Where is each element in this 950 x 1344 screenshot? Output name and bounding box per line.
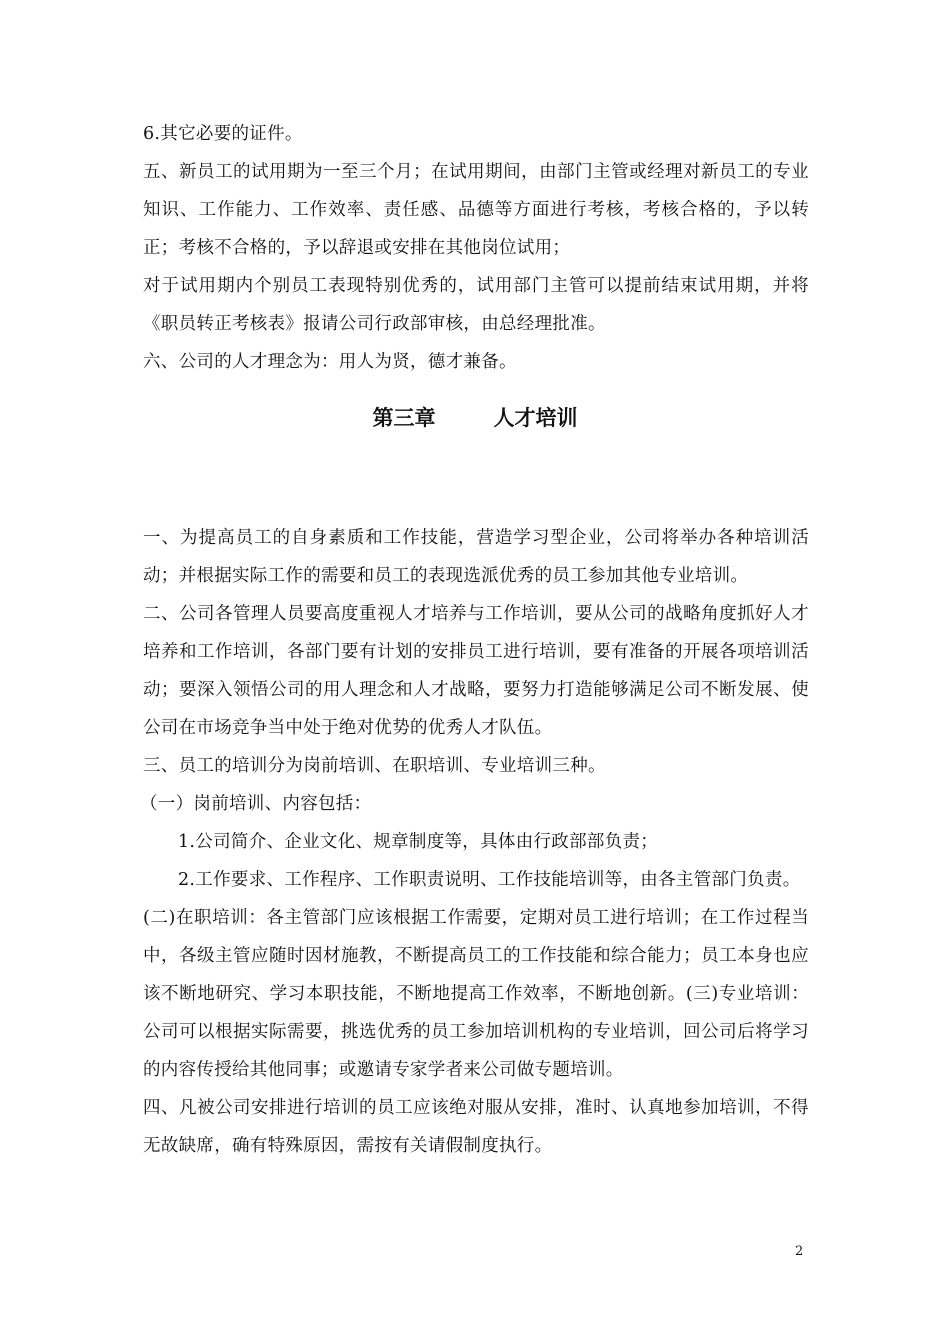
- training-item-1: 一、为提高员工的自身素质和工作技能，营造学习型企业，公司将举办各种培训活动；并根据实际工作的需要和员工的表现选派优秀的员工参加其他专业培训。: [143, 528, 809, 586]
- training-item-3: 三、员工的培训分为岗前培训、在职培训、专业培训三种。: [143, 756, 606, 776]
- section-6-talent-philosophy: 六、公司的人才理念为：用人为贤，德才兼备。: [143, 352, 517, 372]
- pre-job-training-heading: （一）岗前培训、内容包括：: [140, 794, 372, 814]
- pre-job-item-2: 2.工作要求、工作程序、工作职责说明、工作技能培训等，由各主管部门负责。: [178, 870, 801, 890]
- training-item-2: 二、公司各管理人员要高度重视人才培养与工作培训，要从公司的战略角度抓好人才培养和工作培训，各部门要有计划的安排员工进行培训，要有准备的开展各项培训活动；要深入领悟公司的用人理念和人才战略，要努力打造能够满足公司不断发展、使公司在市场竞争当中处于绝对优势的优秀人才队伍。: [143, 604, 809, 738]
- chapter-number: 第三章: [372, 405, 436, 430]
- pre-job-item-1: 1.公司简介、企业文化、规章制度等，具体由行政部部负责；: [178, 832, 659, 852]
- on-job-and-professional-training: (二)在职培训：各主管部门应该根据工作需要，定期对员工进行培训；在工作过程当中，各级主管应随时因材施教，不断提高员工的工作技能和综合能力；员工本身也应该不断地研究、学习本职技能，不断地提高工作效率，不断地创新。(三)专业培训：公司可以根据实际需要，挑选优秀的员工参加培训机构的专业培训，回公司后将学习的内容传授给其他同事；或邀请专家学者来公司做专题培训。: [143, 908, 809, 1080]
- section-5-probation: 五、新员工的试用期为一至三个月；在试用期间，由部门主管或经理对新员工的专业知识、工作能力、工作效率、责任感、品德等方面进行考核，考核合格的，予以转正；考核不合格的，予以辞退或安排在其他岗位试用；: [143, 162, 809, 258]
- chapter-title: 人才培训: [493, 405, 578, 430]
- page-number: 2: [795, 1244, 804, 1259]
- item-6-other-documents: 6.其它必要的证件。: [143, 124, 303, 144]
- chapter-heading: [0, 396, 950, 440]
- probation-early-end: 对于试用期内个别员工表现特别优秀的，试用部门主管可以提前结束试用期，并将《职员转正考核表》报请公司行政部审核，由总经理批准。: [143, 276, 809, 334]
- training-item-4: 四、凡被公司安排进行培训的员工应该绝对服从安排，准时、认真地参加培训，不得无故缺席，确有特殊原因，需按有关请假制度执行。: [143, 1098, 809, 1156]
